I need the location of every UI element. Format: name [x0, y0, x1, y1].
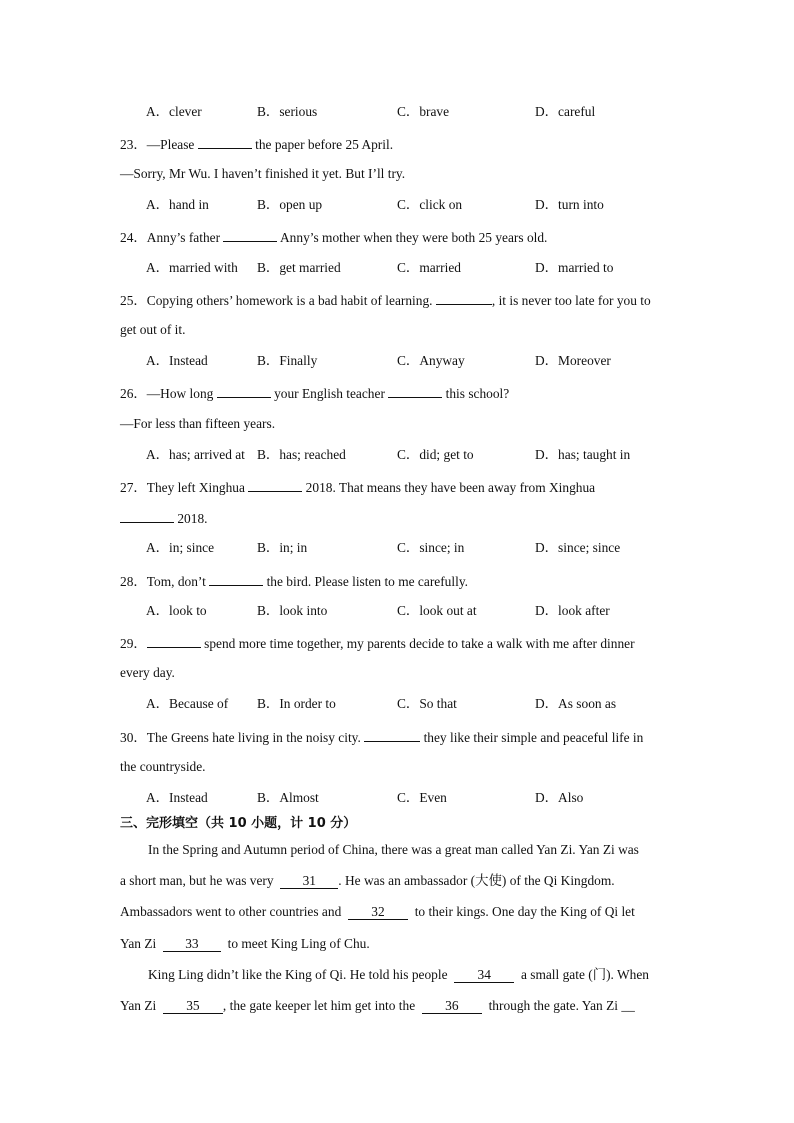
- answer-blank: [120, 509, 174, 523]
- question-number: 24．: [120, 230, 147, 245]
- question-stem-post: Anny’s mother when they were both 25 years old.: [280, 230, 548, 245]
- question-stem-post: spend more time together, my parents decide to take a walk with me after dinner: [204, 636, 635, 651]
- answer-blank: [217, 384, 271, 398]
- q29-option-d: D．As soon as: [535, 696, 617, 711]
- question-stem-pre: The Greens hate living in the noisy city.: [146, 730, 361, 745]
- question-stem-post: the paper before 25 April.: [255, 137, 394, 152]
- q26-option-b: B．has; reached: [257, 447, 346, 462]
- q25-option-d: D．Moreover: [535, 353, 611, 368]
- q22-option-b: B．serious: [257, 104, 318, 119]
- question-number: 23．: [120, 137, 147, 152]
- question-stem-post: 2018. That means they have been away from Xinghua: [305, 480, 596, 495]
- question-number: 27．: [120, 480, 147, 495]
- passage-text: . He was an ambassador (大使) of the Qi Kingdom.: [338, 873, 615, 888]
- passage-text: Yan Zi: [120, 998, 157, 1013]
- question-27-continued: [120, 509, 208, 527]
- passage-p1-line1: In the Spring and Autumn period of China, there was a great man called Yan Zi. Yan Zi was: [148, 842, 639, 857]
- passage-text: through the gate. Yan Zi: [488, 998, 619, 1013]
- q30-option-d: D．Also: [535, 790, 584, 805]
- passage-p1-line3: [120, 904, 635, 920]
- question-stem-pre: Copying others’ homework is a bad habit of learning.: [146, 293, 433, 308]
- answer-blank: [147, 634, 201, 648]
- question-number: 28．: [120, 574, 147, 589]
- q24-option-a: A．married with: [146, 260, 238, 275]
- question-27: [120, 478, 595, 496]
- question-26: [120, 384, 509, 402]
- question-stem-pre: Tom, don’t: [146, 574, 206, 589]
- q22-option-d: D．careful: [535, 104, 596, 119]
- question-stem-pre: Anny’s father: [146, 230, 221, 245]
- passage-text: , the gate keeper let him get into the: [222, 998, 416, 1013]
- question-30-continued: the countryside.: [120, 759, 206, 774]
- answer-blank: [436, 291, 492, 305]
- q30-option-a: A．Instead: [146, 790, 208, 805]
- q28-option-b: B．look into: [257, 603, 328, 618]
- question-number: 29．: [120, 636, 147, 651]
- q28-option-d: D．look after: [535, 603, 610, 618]
- passage-p1-line4: [120, 936, 370, 952]
- q23-option-d: D．turn into: [535, 197, 604, 212]
- answer-blank: [198, 135, 252, 149]
- question-stem-mid: your English teacher: [274, 386, 385, 401]
- question-26-reply: —For less than fifteen years.: [120, 416, 276, 431]
- question-29-continued: every day.: [120, 665, 175, 680]
- q27-option-b: B．in; in: [257, 540, 308, 555]
- cloze-blank-32: 32: [348, 905, 408, 920]
- passage-text: a short man, but he was very: [120, 873, 274, 888]
- question-25: [120, 291, 651, 309]
- q25-option-c: C．Anyway: [397, 353, 465, 368]
- q30-option-c: C．Even: [397, 790, 447, 805]
- passage-p1-line2: [120, 873, 615, 889]
- passage-text: to meet King Ling of Chu.: [227, 936, 370, 951]
- q27-option-d: D．since; since: [535, 540, 621, 555]
- cloze-blank-31: 31: [280, 874, 338, 889]
- passage-text: a small gate (门). When: [520, 967, 649, 982]
- cloze-blank-33: 33: [163, 937, 221, 952]
- question-number: 30．: [120, 730, 147, 745]
- question-30: [120, 728, 643, 746]
- question-stem-post: the bird. Please listen to me carefully.: [266, 574, 468, 589]
- question-stem-post: , it is never too late for you to: [491, 293, 651, 308]
- q25-option-b: B．Finally: [257, 353, 318, 368]
- question-23: [120, 135, 393, 153]
- passage-text: Ambassadors went to other countries and: [120, 904, 342, 919]
- q27-option-c: C．since; in: [397, 540, 465, 555]
- answer-blank: [364, 728, 420, 742]
- q22-option-a: A．clever: [146, 104, 202, 119]
- question-number: 25．: [120, 293, 147, 308]
- q30-option-b: B．Almost: [257, 790, 319, 805]
- q29-option-a: A．Because of: [146, 696, 229, 711]
- passage-p2-line2: [120, 998, 635, 1014]
- passage-text: Yan Zi: [120, 936, 157, 951]
- passage-text: King Ling didn’t like the King of Qi. He told his people: [148, 967, 448, 982]
- q27-option-a: A．in; since: [146, 540, 215, 555]
- answer-blank: [388, 384, 442, 398]
- answer-blank: [209, 572, 263, 586]
- q24-option-d: D．married to: [535, 260, 614, 275]
- question-28: [120, 572, 468, 590]
- question-23-reply: —Sorry, Mr Wu. I haven’t finished it yet. But I’ll try.: [120, 166, 406, 181]
- q24-option-b: B．get married: [257, 260, 341, 275]
- q22-option-c: C．brave: [397, 104, 450, 119]
- q23-option-c: C．click on: [397, 197, 463, 212]
- passage-text-trailing-blank: __: [621, 998, 635, 1013]
- q26-option-c: C．did; get to: [397, 447, 474, 462]
- question-stem-post: this school?: [445, 386, 510, 401]
- answer-blank: [248, 478, 302, 492]
- cloze-blank-34: 34: [454, 968, 514, 983]
- section-heading: 三、完形填空（共 10 小题，计 10 分）: [120, 816, 357, 831]
- question-25-continued: get out of it.: [120, 322, 186, 337]
- q26-option-d: D．has; taught in: [535, 447, 631, 462]
- question-24: [120, 228, 547, 246]
- q23-option-b: B．open up: [257, 197, 323, 212]
- q29-option-b: B．In order to: [257, 696, 336, 711]
- question-stem-post: they like their simple and peaceful life in: [423, 730, 644, 745]
- question-29: [120, 634, 635, 652]
- passage-text: to their kings. One day the King of Qi let: [414, 904, 635, 919]
- question-stem-pre: They left Xinghua: [146, 480, 245, 495]
- cloze-blank-35: 35: [163, 999, 223, 1014]
- question-stem-line2: 2018.: [177, 511, 208, 526]
- answer-blank: [223, 228, 277, 242]
- q24-option-c: C．married: [397, 260, 461, 275]
- question-stem-pre: —Please: [146, 137, 195, 152]
- passage-p2-line1: [148, 967, 649, 983]
- q23-option-a: A．hand in: [146, 197, 209, 212]
- cloze-blank-36: 36: [422, 999, 482, 1014]
- q28-option-a: A．look to: [146, 603, 207, 618]
- question-stem-pre: —How long: [146, 386, 214, 401]
- q28-option-c: C．look out at: [397, 603, 477, 618]
- question-number: 26．: [120, 386, 147, 401]
- q25-option-a: A．Instead: [146, 353, 208, 368]
- q26-option-a: A．has; arrived at: [146, 447, 245, 462]
- q29-option-c: C．So that: [397, 696, 457, 711]
